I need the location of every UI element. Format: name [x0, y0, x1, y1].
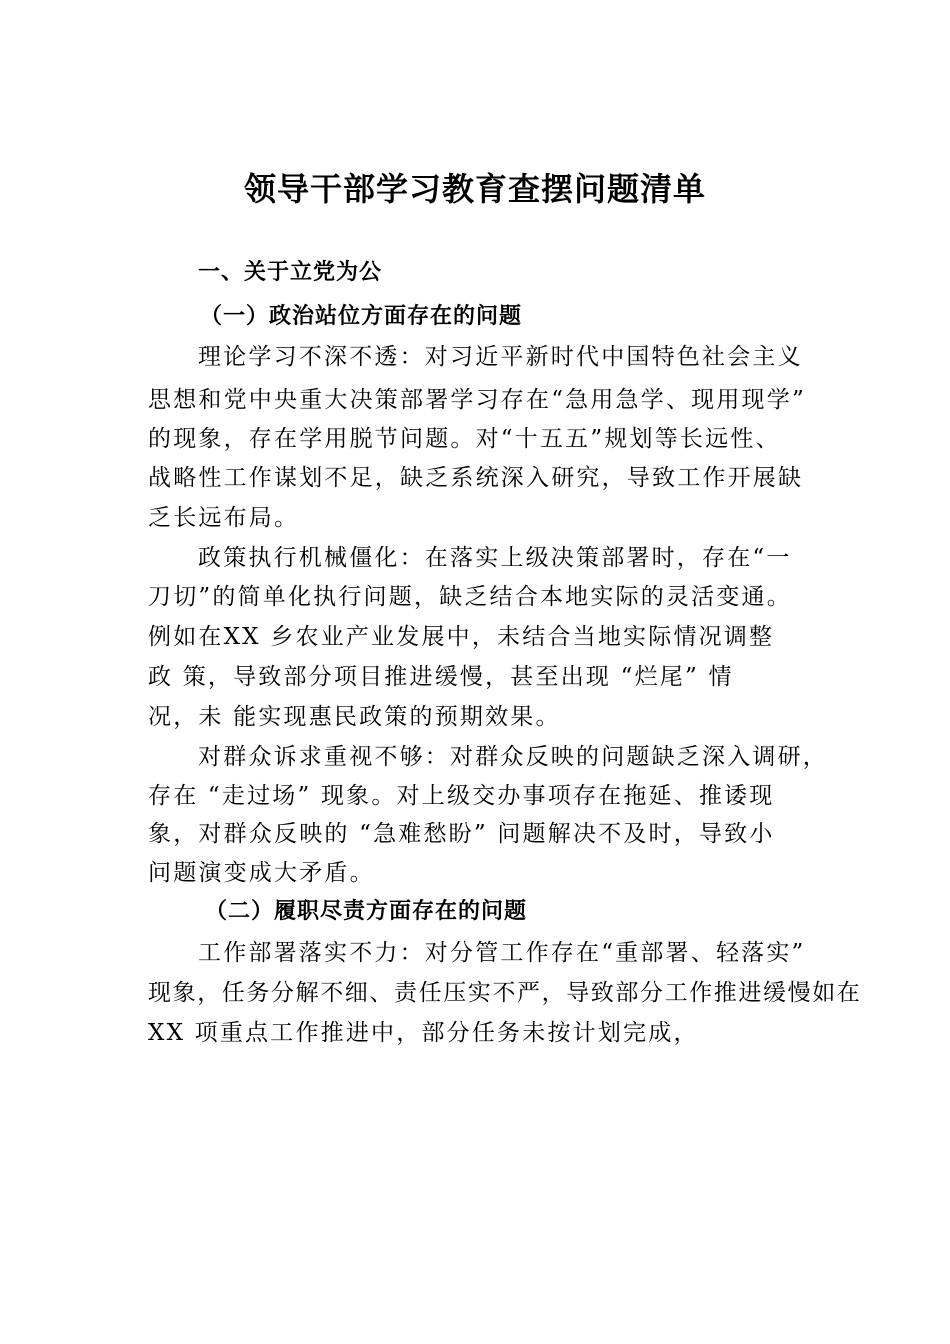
- section-heading: 一、关于立党为公: [198, 260, 383, 285]
- paragraph-line: 政策执行机械僵化：在落实上级决策部署时，存在“一: [198, 545, 792, 571]
- paragraph-line: 思想和党中央重大决策部署学习存在“急用急学、现用现学”: [148, 387, 806, 413]
- paragraph-line: 乏长远布局。: [148, 505, 300, 531]
- paragraph-line: XX 项重点工作推进中，部分任务未按计划完成，: [148, 1020, 699, 1046]
- paragraph-line: 问题演变成大矛盾。: [148, 860, 375, 886]
- paragraph-line: 况，未 能实现惠民政策的预期效果。: [148, 704, 561, 730]
- paragraph-line: 政 策，导致部分项目推进缓慢，甚至出现 “烂尾” 情: [148, 664, 734, 690]
- paragraph-line: 刀切”的简单化执行问题，缺乏结合本地实际的灵活变通。: [148, 584, 792, 610]
- paragraph-line: 工作部署落实不力：对分管工作存在“重部署、轻落实”: [198, 940, 806, 966]
- paragraph-line: 理论学习不深不透：对习近平新时代中国特色社会主义: [198, 344, 803, 370]
- paragraph-line: 例如在XX 乡农业产业发展中，未结合当地实际情况调整: [148, 624, 775, 650]
- paragraph-line: 象，对群众反映的 “急难愁盼” 问题解决不及时，导致小: [148, 821, 775, 847]
- paragraph-line: 对群众诉求重视不够：对群众反映的问题缺乏深入调研，: [198, 744, 828, 770]
- subsection-heading: （二）履职尽责方面存在的问题: [205, 898, 528, 924]
- paragraph-line: 的现象，存在学用脱节问题。对“十五五”规划等长远性、: [148, 426, 781, 452]
- paragraph-line: 现象，任务分解不细、责任压实不严，导致部分工作推进缓慢如在: [148, 980, 862, 1006]
- document-title: 领导干部学习教育查摆问题清单: [243, 170, 706, 208]
- paragraph-line: 战略性工作谋划不足，缺乏系统深入研究，导致工作开展缺: [148, 465, 804, 491]
- paragraph-line: 存在 “走过场” 现象。对上级交办事项存在拖延、推诿现: [148, 783, 775, 809]
- subsection-heading: （一）政治站位方面存在的问题: [200, 303, 523, 329]
